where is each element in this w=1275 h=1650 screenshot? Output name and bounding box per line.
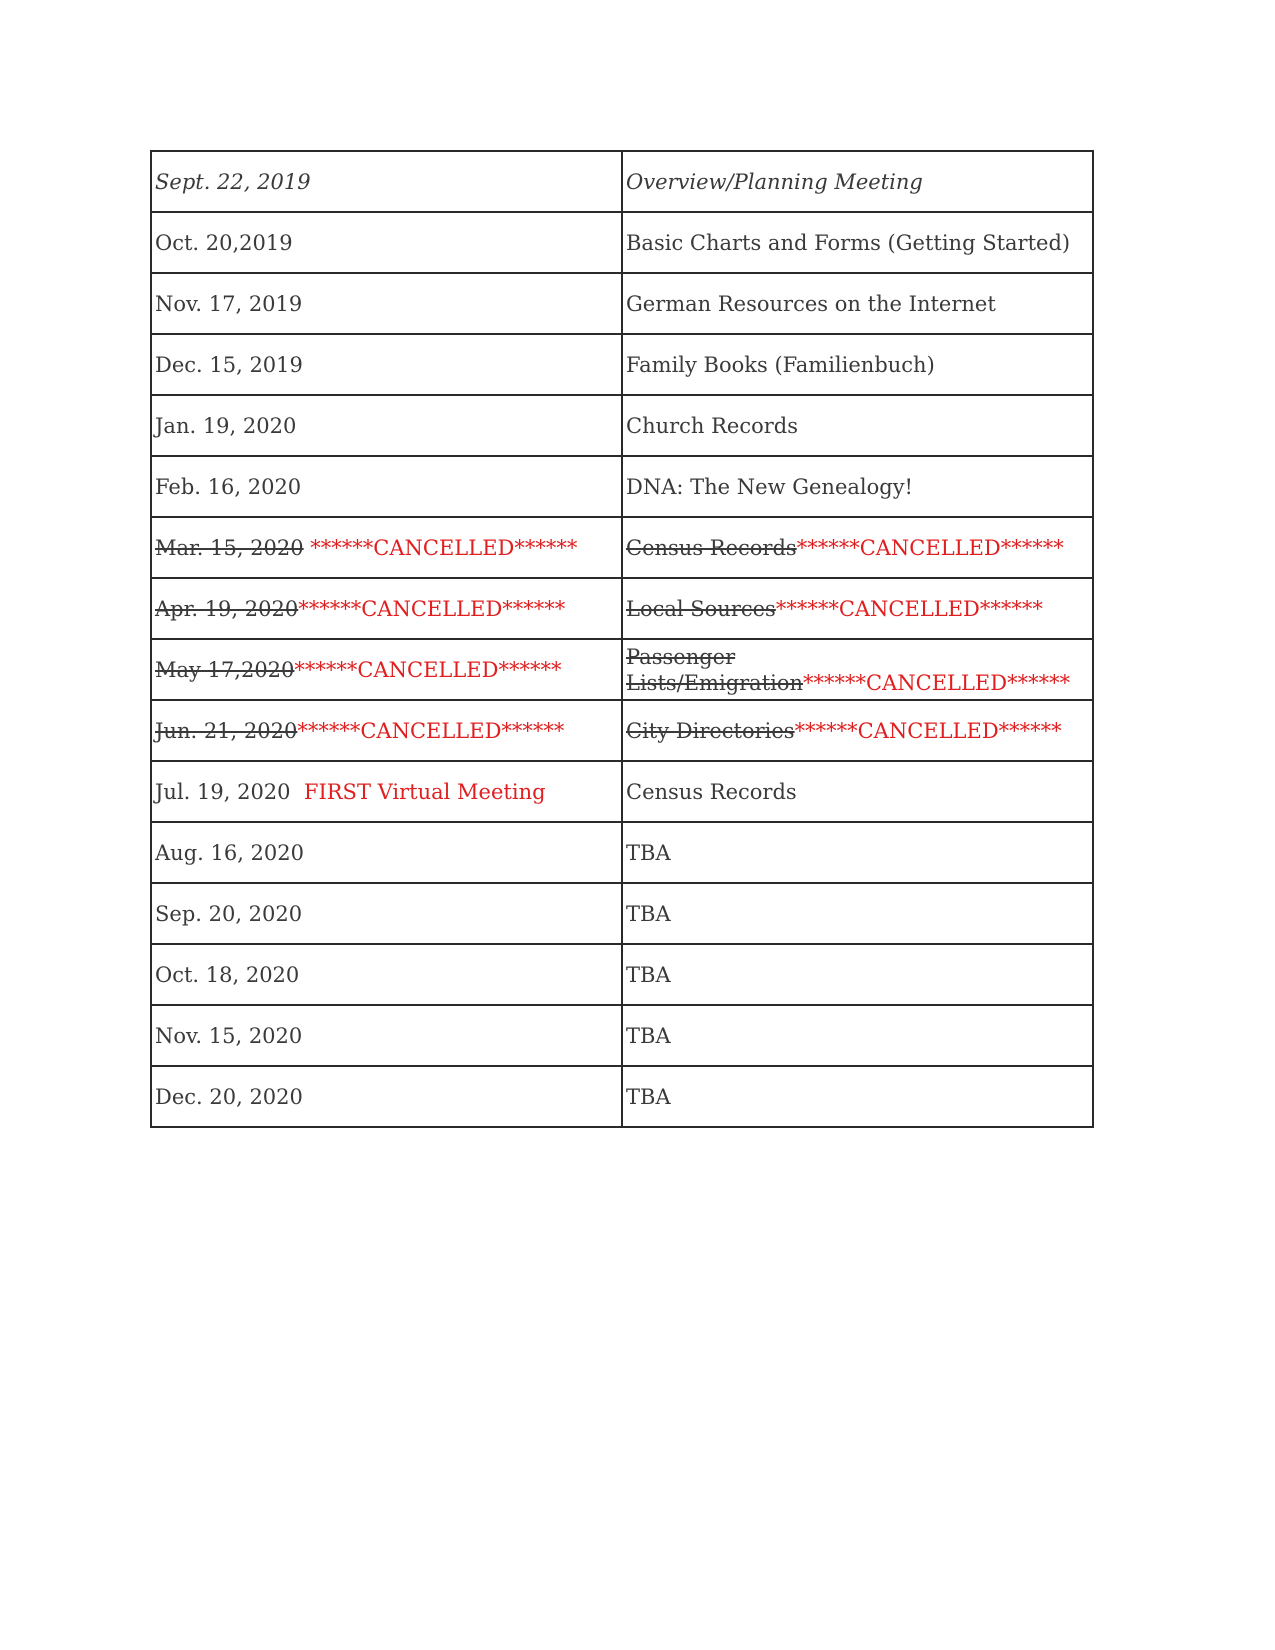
meeting-date: May 17,2020 <box>155 657 295 682</box>
date-cell <box>151 944 622 1005</box>
table-row <box>151 212 1093 273</box>
meeting-date: Apr. 19, 2020 <box>155 596 299 621</box>
meeting-topic: DNA: The New Genealogy! <box>626 474 913 499</box>
cancelled-note: ******CANCELLED****** <box>297 718 565 743</box>
table-row <box>151 395 1093 456</box>
meeting-topic: TBA <box>626 1023 671 1048</box>
cancelled-note: ******CANCELLED****** <box>794 718 1062 743</box>
topic-cell <box>622 639 1093 700</box>
meeting-topic: Local Sources <box>626 596 776 621</box>
table-row <box>151 1005 1093 1066</box>
meeting-topic: Basic Charts and Forms (Getting Started) <box>626 230 1071 255</box>
topic-cell <box>622 761 1093 822</box>
date-cell <box>151 334 622 395</box>
virtual-meeting-note: FIRST Virtual Meeting <box>290 779 546 804</box>
topic-cell <box>622 456 1093 517</box>
meeting-date: Nov. 17, 2019 <box>155 291 303 316</box>
topic-cell <box>622 517 1093 578</box>
table-row <box>151 944 1093 1005</box>
meeting-topic: German Resources on the Internet <box>626 291 996 316</box>
date-cell <box>151 883 622 944</box>
cancelled-note: ******CANCELLED****** <box>803 670 1071 695</box>
table-row <box>151 700 1093 761</box>
date-cell <box>151 700 622 761</box>
cancelled-note: ******CANCELLED****** <box>294 657 562 682</box>
table-row <box>151 517 1093 578</box>
topic-cell <box>622 883 1093 944</box>
meeting-date: Dec. 20, 2020 <box>155 1084 303 1109</box>
meeting-topic-line1: Passenger <box>626 644 736 669</box>
topic-cell <box>622 944 1093 1005</box>
meeting-date: Sept. 22, 2019 <box>155 169 311 194</box>
date-cell <box>151 151 622 212</box>
cancelled-note: ******CANCELLED****** <box>303 535 578 560</box>
meeting-topic: TBA <box>626 901 671 926</box>
meeting-date: Jul. 19, 2020 <box>155 779 291 804</box>
table-row <box>151 822 1093 883</box>
date-cell <box>151 822 622 883</box>
cancelled-note: ******CANCELLED****** <box>775 596 1043 621</box>
meeting-topic: TBA <box>626 1084 671 1109</box>
topic-cell <box>622 578 1093 639</box>
table-row <box>151 639 1093 700</box>
meeting-topic: Census Records <box>626 779 797 804</box>
table-row <box>151 273 1093 334</box>
date-cell <box>151 578 622 639</box>
topic-cell <box>622 822 1093 883</box>
meeting-date: Jan. 19, 2020 <box>155 413 297 438</box>
meeting-topic: Church Records <box>626 413 799 438</box>
table-row <box>151 334 1093 395</box>
meeting-date: Oct. 20,2019 <box>155 230 293 255</box>
table-row <box>151 761 1093 822</box>
meeting-topic: Census Records <box>626 535 797 560</box>
table-row <box>151 151 1093 212</box>
meeting-topic: TBA <box>626 962 671 987</box>
table-row <box>151 1066 1093 1127</box>
topic-cell <box>622 395 1093 456</box>
meeting-date: Nov. 15, 2020 <box>155 1023 303 1048</box>
table-row <box>151 578 1093 639</box>
meeting-topic: Overview/Planning Meeting <box>626 169 923 194</box>
topic-cell <box>622 212 1093 273</box>
meeting-topic-line2: Lists/Emigration <box>626 670 804 695</box>
topic-cell <box>622 151 1093 212</box>
date-cell <box>151 395 622 456</box>
topic-cell <box>622 1005 1093 1066</box>
topic-cell <box>622 700 1093 761</box>
meeting-date: Sep. 20, 2020 <box>155 901 303 926</box>
meeting-topic: Family Books (Familienbuch) <box>626 352 935 377</box>
topic-cell <box>622 273 1093 334</box>
meeting-topic: City Directories <box>626 718 795 743</box>
meeting-date: Dec. 15, 2019 <box>155 352 303 377</box>
cancelled-note: ******CANCELLED****** <box>796 535 1064 560</box>
date-cell <box>151 456 622 517</box>
date-cell <box>151 1005 622 1066</box>
date-cell <box>151 639 622 700</box>
meeting-date: Aug. 16, 2020 <box>155 840 304 865</box>
meeting-date: Jun. 21, 2020 <box>155 718 298 743</box>
meeting-date: Oct. 18, 2020 <box>155 962 300 987</box>
meeting-schedule-table <box>150 150 1094 1128</box>
meeting-date: Feb. 16, 2020 <box>155 474 302 499</box>
topic-cell <box>622 1066 1093 1127</box>
table-row <box>151 883 1093 944</box>
date-cell <box>151 1066 622 1127</box>
date-cell <box>151 761 622 822</box>
date-cell <box>151 517 622 578</box>
cancelled-note: ******CANCELLED****** <box>298 596 566 621</box>
meeting-date: Mar. 15, 2020 <box>155 535 304 560</box>
meeting-topic: TBA <box>626 840 671 865</box>
date-cell <box>151 273 622 334</box>
date-cell <box>151 212 622 273</box>
topic-cell <box>622 334 1093 395</box>
table-row <box>151 456 1093 517</box>
